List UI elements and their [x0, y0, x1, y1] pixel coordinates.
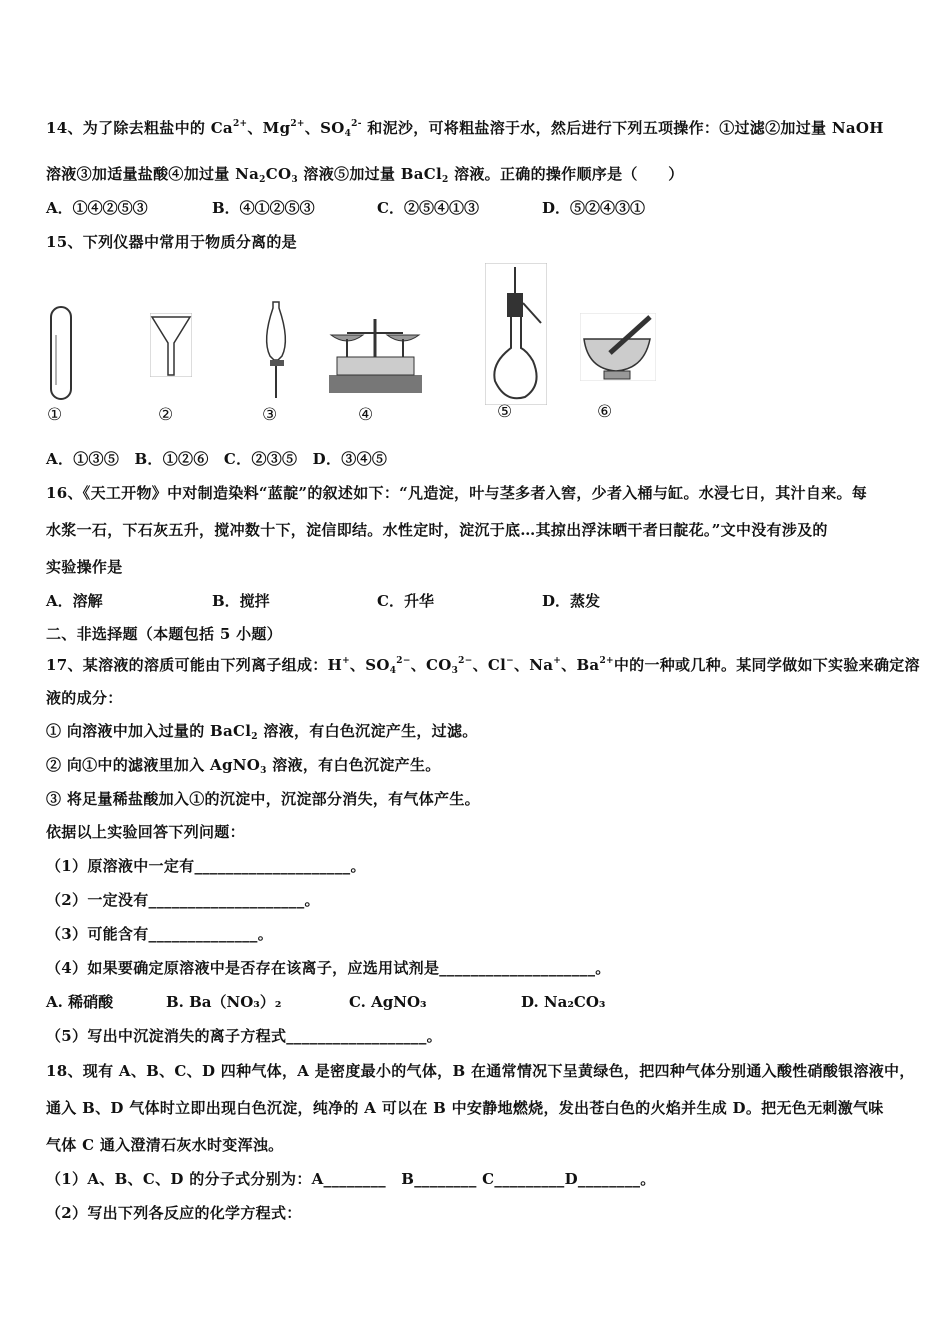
q16-stem-3 [46, 557, 123, 577]
text-segment: + [553, 656, 562, 666]
text-segment: ③ 将足量稀盐酸加入①的沉淀中，沉淀部分消失，有气体产生。 [46, 790, 480, 808]
test-tube-icon [47, 305, 75, 403]
q17-step-2 [46, 755, 441, 781]
text-segment: 14、为了除去粗盐中的 Ca [46, 119, 233, 137]
text-segment: 、SO [304, 119, 345, 137]
text-segment: 液的成分： [46, 689, 123, 707]
text-segment: 依据以上实验回答下列问题： [46, 823, 245, 841]
q17-option-b[interactable]: B. Ba（NO₃）₂ [166, 993, 282, 1011]
q14-option-a[interactable]: A．①④②⑤③ [46, 199, 148, 217]
q17-prompt [46, 822, 245, 842]
q16-option-b[interactable]: B．搅拌 [212, 592, 270, 610]
text-segment: 15、下列仪器中常用于物质分离的是 [46, 233, 297, 251]
text-segment: 、SO [349, 656, 390, 674]
apparatus-label: ④ [358, 405, 374, 425]
q17-sub-4 [46, 958, 611, 978]
text-segment: 溶液。正确的操作顺序是（ ） [448, 165, 684, 183]
text-segment: 中的一种或几种。某同学做如下实验来确定溶 [613, 656, 920, 674]
mortar-pestle-icon [580, 313, 656, 381]
text-segment: 实验操作是 [46, 558, 123, 576]
apparatus-label: ② [158, 405, 174, 425]
text-segment: − [506, 656, 514, 666]
text-segment: 17、某溶液的溶质可能由下列离子组成：H [46, 656, 343, 674]
q17-step-3 [46, 789, 480, 809]
q18-stem-2 [46, 1098, 884, 1118]
text-segment: 、Ba [561, 656, 600, 674]
apparatus-label: ③ [262, 405, 278, 425]
q18-sub-1 [46, 1169, 656, 1189]
text-segment: 2+ [290, 119, 305, 129]
text-segment: 18、现有 A、B、C、D 四种气体，A 是密度最小的气体，B 在通常情况下呈黄绿色，把四种气体分别通入酸性硝酸银溶液中， [46, 1062, 915, 1080]
q14-option-b[interactable]: B．④①②⑤③ [212, 199, 315, 217]
q16-option-c[interactable]: C．升华 [377, 592, 434, 610]
text-segment: 气体 C 通入澄清石灰水时变浑浊。 [46, 1136, 284, 1154]
text-segment: 二、非选择题（本题包括 5 小题） [46, 625, 282, 643]
q17-sub-5 [46, 1026, 442, 1046]
q16-stem-1 [46, 483, 867, 503]
text-segment: （1）原溶液中一定有____________________。 [46, 857, 366, 875]
q16-stem-2 [46, 520, 828, 540]
q17-sub-1 [46, 856, 366, 876]
q17-option-d[interactable]: D. Na₂CO₃ [521, 993, 606, 1011]
text-segment: 和泥沙，可将粗盐溶于水，然后进行下列五项操作：①过滤②加过量 NaOH [361, 119, 884, 137]
text-segment: 16、《天工开物》中对制造染料“蓝靛”的叙述如下：“凡造淀，叶与茎多者入窖，少者入桶与缸。水浸七日，其汁自来。每 [46, 484, 868, 502]
q17-sub-3 [46, 924, 273, 944]
q18-stem-1 [46, 1061, 915, 1081]
text-segment: 3 [451, 666, 459, 676]
text-segment: 溶液⑤加过量 BaCl [297, 165, 442, 183]
text-segment: 3 [291, 175, 298, 185]
apparatus-label: ⑤ [497, 402, 513, 422]
section-2-title [46, 624, 282, 644]
q17-stem-2 [46, 688, 123, 708]
text-segment: 2− [396, 656, 411, 666]
q18-stem-3 [46, 1135, 283, 1155]
text-segment: 4 [344, 129, 352, 139]
text-segment: A．①③⑤ B．①②⑥ C．②③⑤ D．③④⑤ [46, 450, 388, 468]
text-segment: 水浆一石，下石灰五升，搅冲数十下，淀信即结。水性定时，淀沉于底…其掠出浮沫晒干者曰靛花。”文中没有涉及的 [46, 521, 828, 539]
text-segment: ① 向溶液中加入过量的 BaCl [46, 722, 252, 740]
q14-option-c[interactable]: C．②⑤④①③ [377, 199, 479, 217]
q15-stem [46, 232, 297, 252]
text-segment: 溶液，有白色沉淀产生，过滤。 [257, 722, 478, 740]
text-segment: （3）可能含有______________。 [46, 925, 274, 943]
text-segment: 4 [389, 666, 397, 676]
separatory-funnel-icon [260, 300, 292, 400]
text-segment: + [342, 656, 350, 666]
text-segment: 2+ [232, 119, 248, 129]
text-segment: 2 [259, 175, 266, 185]
text-segment: （5）写出中沉淀消失的离子方程式__________________。 [46, 1027, 442, 1045]
text-segment: 2+ [599, 656, 614, 666]
q14-stem-1 [46, 114, 884, 144]
text-segment: 2− [458, 656, 473, 666]
q17-stem-1 [46, 651, 920, 681]
text-segment: 、Mg [247, 119, 291, 137]
text-segment: 2 [251, 732, 258, 742]
q15-options [46, 449, 387, 469]
q17-step-1 [46, 721, 478, 747]
text-segment: ② 向①中的滤液里加入 AgNO [46, 756, 261, 774]
text-segment: 2 [441, 175, 449, 185]
text-segment: 、Na [513, 656, 554, 674]
text-segment: 溶液③加适量盐酸④加过量 Na [46, 165, 260, 183]
balance-icon [327, 313, 424, 395]
text-segment: 溶液，有白色沉淀产生。 [266, 756, 441, 774]
text-segment: CO [265, 165, 292, 183]
q18-sub-2 [46, 1203, 302, 1223]
text-segment: 、Cl [472, 656, 507, 674]
funnel-icon [150, 313, 192, 377]
apparatus-label: ① [47, 405, 63, 425]
text-segment: 通入 B、D 气体时立即出现白色沉淀，纯净的 A 可以在 B 中安静地燃烧，发出苍白色的火焰并生成 D。把无色无刺激气味 [46, 1099, 884, 1117]
text-segment: （1）A、B、C、D 的分子式分别为：A________ B________ C_________D________。 [46, 1170, 656, 1188]
text-segment: 3 [260, 766, 267, 776]
q17-option-c[interactable]: C. AgNO₃ [349, 993, 427, 1011]
apparatus-label: ⑥ [597, 402, 613, 422]
q14-stem-2 [46, 164, 684, 190]
q17-option-a[interactable]: A. 稀硝酸 [46, 993, 114, 1011]
text-segment: 2- [351, 119, 362, 129]
text-segment: （4）如果要确定原溶液中是否存在该离子，应选用试剂是____________________。 [46, 959, 611, 977]
text-segment: （2）写出下列各反应的化学方程式： [46, 1204, 302, 1222]
q17-sub-2 [46, 890, 320, 910]
q14-option-d[interactable]: D．⑤②④③① [542, 199, 646, 217]
distillation-flask-icon [485, 263, 547, 405]
q16-option-d[interactable]: D．蒸发 [542, 592, 601, 610]
text-segment: 、CO [410, 656, 452, 674]
q16-option-a[interactable]: A．溶解 [46, 592, 103, 610]
text-segment: （2）一定没有____________________。 [46, 891, 320, 909]
